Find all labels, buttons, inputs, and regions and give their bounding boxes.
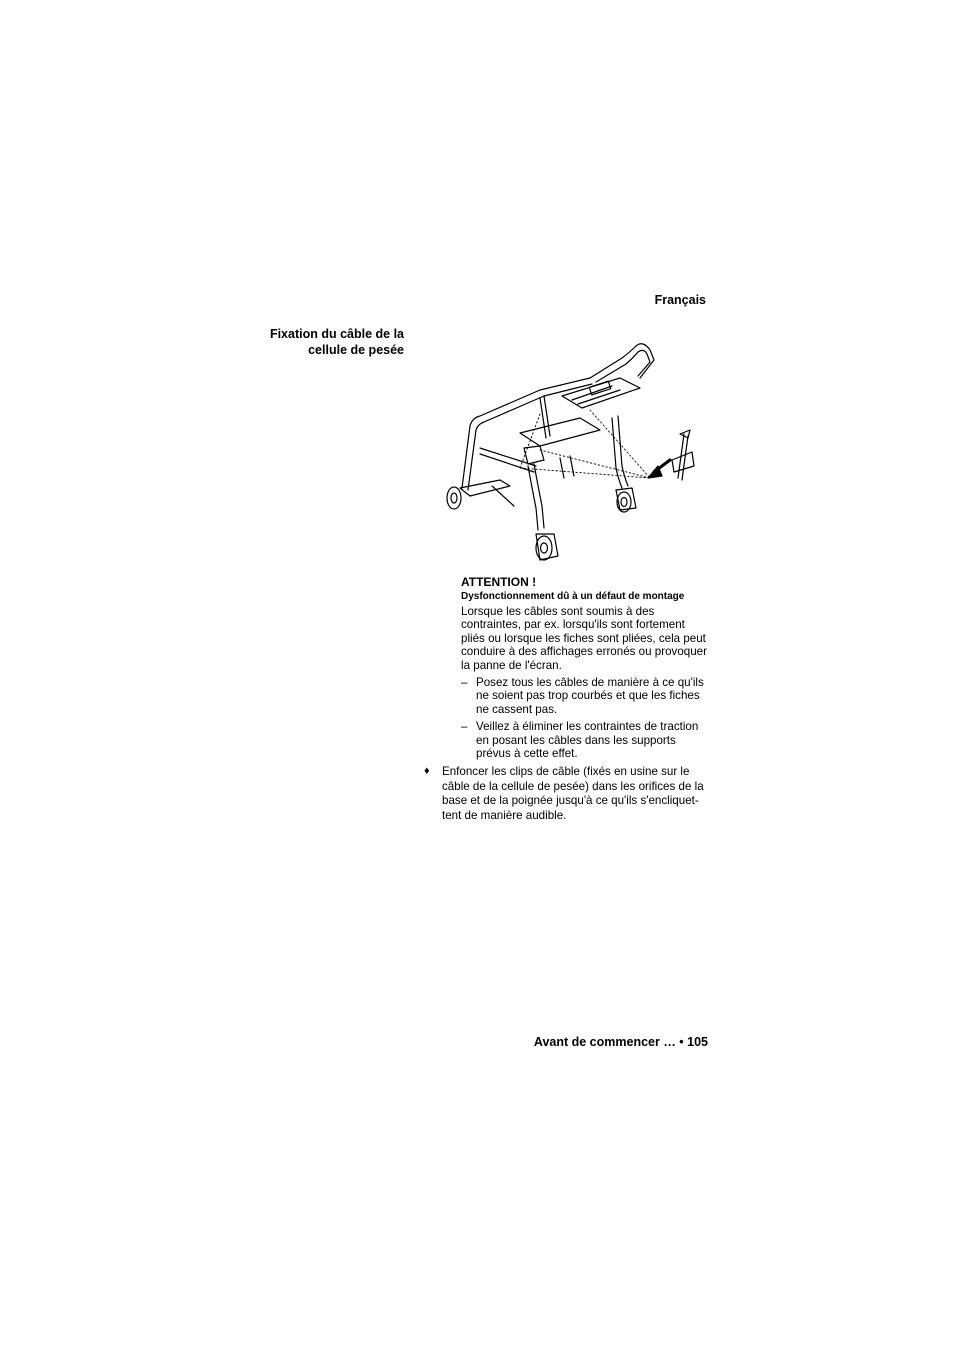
page-footer: Avant de commencer … • 105 — [533, 1035, 708, 1049]
diamond-bullet-icon: ♦ — [424, 765, 430, 777]
attention-item — [461, 720, 711, 760]
attention-item — [461, 676, 711, 716]
instruction-text: Enfoncer les clips de câble (fixés en usine sur le câble de la cellule de pesée) dans les orifices de la base et de la poignée jusqu'à ce qu'ils s'encliquet-tent de manière audible. — [442, 765, 704, 822]
attention-item-text: Veillez à éliminer les contraintes de traction en posant les câbles dans les supports prévus à cette effet. — [476, 720, 699, 761]
attention-item-text: Posez tous les câbles de manière à ce qu'ils ne soient pas trop courbés et que les fiches ne cassent pas. — [476, 676, 704, 716]
attention-subtitle: Dysfonctionnement dû à un défaut de montage — [461, 591, 685, 602]
language-label: Français — [654, 293, 706, 307]
section-title — [204, 326, 404, 358]
instruction-step — [424, 765, 712, 823]
scale-cable-illustration — [440, 338, 715, 566]
dash-marker: – — [461, 720, 468, 734]
attention-body: Lorsque les câbles sont soumis à des contraintes, par ex. lorsqu'ils sont fortement pliés ou lorsque les fiches sont pliées, cela peut conduire à des affichages erronés ou provoquer la panne de l'écran. — [461, 605, 707, 672]
dash-marker: – — [461, 676, 468, 690]
section-title-line2: cellule de pesée — [308, 343, 404, 357]
attention-title: ATTENTION ! — [461, 575, 537, 589]
section-title-line1: Fixation du câble de la — [269, 327, 404, 341]
attention-block — [461, 575, 711, 760]
